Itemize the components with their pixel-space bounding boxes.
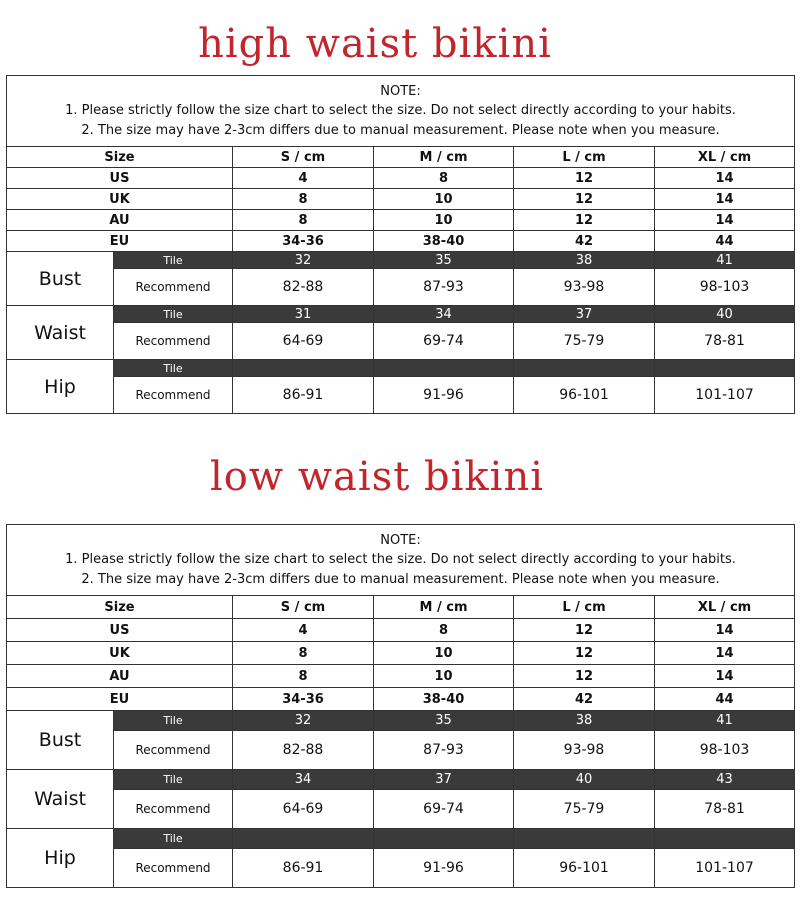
recommend-value: 87-93	[374, 269, 514, 306]
bust-recommend-row	[7, 731, 795, 770]
header-cell-s: S / cm	[233, 596, 374, 619]
size-value: 12	[514, 619, 655, 642]
size-value: 14	[655, 665, 795, 688]
size-row-us	[7, 168, 795, 189]
size-value: 10	[374, 210, 514, 231]
recommend-value: 75-79	[514, 790, 655, 829]
tile-value	[233, 829, 374, 849]
tile-value: 34	[374, 306, 514, 323]
size-value: 8	[374, 619, 514, 642]
header-cell-l: L / cm	[514, 596, 655, 619]
tile-value: 43	[655, 770, 795, 790]
header-cell-m: M / cm	[374, 147, 514, 168]
size-label: EU	[7, 688, 233, 711]
size-label: AU	[7, 665, 233, 688]
size-label: UK	[7, 189, 233, 210]
tile-label: Tile	[114, 252, 233, 269]
note-heading: NOTE:	[380, 532, 421, 548]
tile-value: 35	[374, 711, 514, 731]
tile-value	[374, 360, 514, 377]
waist-tile-row	[7, 770, 795, 790]
header-cell-xl: XL / cm	[655, 147, 795, 168]
size-value: 12	[514, 189, 655, 210]
size-value: 14	[655, 168, 795, 189]
tile-value	[374, 829, 514, 849]
bust-tile-row	[7, 252, 795, 269]
tile-value: 41	[655, 711, 795, 731]
recommend-value: 98-103	[655, 269, 795, 306]
size-label: UK	[7, 642, 233, 665]
tile-label: Tile	[114, 711, 233, 731]
tile-value: 32	[233, 252, 374, 269]
measure-label-bust: Bust	[7, 252, 114, 306]
size-row-us	[7, 619, 795, 642]
note-line-2: 2. The size may have 2-3cm differs due to manual measurement. Please note when you measure.	[81, 571, 720, 587]
size-value: 14	[655, 642, 795, 665]
size-value: 14	[655, 210, 795, 231]
recommend-value: 93-98	[514, 269, 655, 306]
header-cell-m: M / cm	[374, 596, 514, 619]
tile-value	[514, 829, 655, 849]
tile-value: 38	[514, 252, 655, 269]
header-cell-s: S / cm	[233, 147, 374, 168]
tile-label: Tile	[114, 306, 233, 323]
size-label: AU	[7, 210, 233, 231]
size-row-uk	[7, 189, 795, 210]
note-line-1: 1. Please strictly follow the size chart to select the size. Do not select directly according to your habits.	[65, 552, 736, 568]
size-label: US	[7, 619, 233, 642]
recommend-value: 69-74	[374, 790, 514, 829]
note-box	[7, 525, 795, 596]
waist-recommend-row	[7, 790, 795, 829]
recommend-label: Recommend	[114, 849, 233, 888]
size-value: 38-40	[374, 688, 514, 711]
size-value: 14	[655, 619, 795, 642]
recommend-value: 78-81	[655, 323, 795, 360]
tile-value: 37	[374, 770, 514, 790]
size-value: 10	[374, 189, 514, 210]
recommend-value: 96-101	[514, 849, 655, 888]
tile-value: 34	[233, 770, 374, 790]
header-cell-size: Size	[7, 147, 233, 168]
note-box	[7, 76, 795, 147]
tile-value: 41	[655, 252, 795, 269]
size-value: 8	[374, 168, 514, 189]
measure-label-hip: Hip	[7, 829, 114, 888]
recommend-label: Recommend	[114, 323, 233, 360]
tile-value	[514, 360, 655, 377]
header-cell-l: L / cm	[514, 147, 655, 168]
hip-recommend-row	[7, 377, 795, 414]
header-cell-size: Size	[7, 596, 233, 619]
recommend-value: 64-69	[233, 790, 374, 829]
size-value: 8	[233, 189, 374, 210]
recommend-value: 78-81	[655, 790, 795, 829]
header-row	[7, 147, 795, 168]
tile-label: Tile	[114, 770, 233, 790]
size-row-eu	[7, 231, 795, 252]
size-label: US	[7, 168, 233, 189]
note-line-1: 1. Please strictly follow the size chart to select the size. Do not select directly according to your habits.	[65, 103, 736, 119]
header-row	[7, 596, 795, 619]
size-row-au	[7, 665, 795, 688]
measure-label-waist: Waist	[7, 306, 114, 360]
recommend-value: 91-96	[374, 849, 514, 888]
section-title-low-waist: low waist bikini	[209, 454, 544, 500]
size-value: 44	[655, 231, 795, 252]
size-value: 42	[514, 231, 655, 252]
recommend-value: 82-88	[233, 269, 374, 306]
size-value: 8	[233, 210, 374, 231]
recommend-value: 64-69	[233, 323, 374, 360]
size-value: 34-36	[233, 688, 374, 711]
recommend-label: Recommend	[114, 269, 233, 306]
measure-label-hip: Hip	[7, 360, 114, 414]
measure-label-bust: Bust	[7, 711, 114, 770]
recommend-value: 101-107	[655, 849, 795, 888]
size-chart-low-waist	[6, 524, 795, 888]
recommend-value: 96-101	[514, 377, 655, 414]
tile-value: 37	[514, 306, 655, 323]
hip-recommend-row	[7, 849, 795, 888]
recommend-value: 82-88	[233, 731, 374, 770]
recommend-value: 69-74	[374, 323, 514, 360]
tile-value	[233, 360, 374, 377]
size-value: 12	[514, 210, 655, 231]
size-value: 34-36	[233, 231, 374, 252]
tile-value: 40	[514, 770, 655, 790]
header-cell-xl: XL / cm	[655, 596, 795, 619]
waist-recommend-row	[7, 323, 795, 360]
size-value: 44	[655, 688, 795, 711]
tile-value	[655, 360, 795, 377]
bust-recommend-row	[7, 269, 795, 306]
size-value: 8	[233, 642, 374, 665]
size-value: 4	[233, 619, 374, 642]
recommend-label: Recommend	[114, 731, 233, 770]
size-row-eu	[7, 688, 795, 711]
note-line-2: 2. The size may have 2-3cm differs due to manual measurement. Please note when you measure.	[81, 122, 720, 138]
waist-tile-row	[7, 306, 795, 323]
tile-value: 35	[374, 252, 514, 269]
bust-tile-row	[7, 711, 795, 731]
recommend-value: 75-79	[514, 323, 655, 360]
recommend-value: 98-103	[655, 731, 795, 770]
hip-tile-row	[7, 360, 795, 377]
recommend-value: 101-107	[655, 377, 795, 414]
recommend-value: 91-96	[374, 377, 514, 414]
recommend-value: 87-93	[374, 731, 514, 770]
recommend-label: Recommend	[114, 377, 233, 414]
measure-label-waist: Waist	[7, 770, 114, 829]
size-value: 4	[233, 168, 374, 189]
size-value: 12	[514, 665, 655, 688]
tile-label: Tile	[114, 829, 233, 849]
tile-value: 32	[233, 711, 374, 731]
size-value: 14	[655, 189, 795, 210]
size-value: 10	[374, 642, 514, 665]
size-value: 12	[514, 168, 655, 189]
size-value: 38-40	[374, 231, 514, 252]
recommend-value: 86-91	[233, 849, 374, 888]
tile-value: 40	[655, 306, 795, 323]
recommend-label: Recommend	[114, 790, 233, 829]
tile-value	[655, 829, 795, 849]
tile-value: 31	[233, 306, 374, 323]
recommend-value: 93-98	[514, 731, 655, 770]
tile-label: Tile	[114, 360, 233, 377]
size-row-au	[7, 210, 795, 231]
size-value: 12	[514, 642, 655, 665]
tile-value: 38	[514, 711, 655, 731]
size-value: 42	[514, 688, 655, 711]
section-title-high-waist: high waist bikini	[198, 21, 552, 67]
size-value: 8	[233, 665, 374, 688]
size-chart-high-waist	[6, 75, 795, 414]
recommend-value: 86-91	[233, 377, 374, 414]
size-label: EU	[7, 231, 233, 252]
size-value: 10	[374, 665, 514, 688]
note-heading: NOTE:	[380, 83, 421, 99]
hip-tile-row	[7, 829, 795, 849]
size-row-uk	[7, 642, 795, 665]
